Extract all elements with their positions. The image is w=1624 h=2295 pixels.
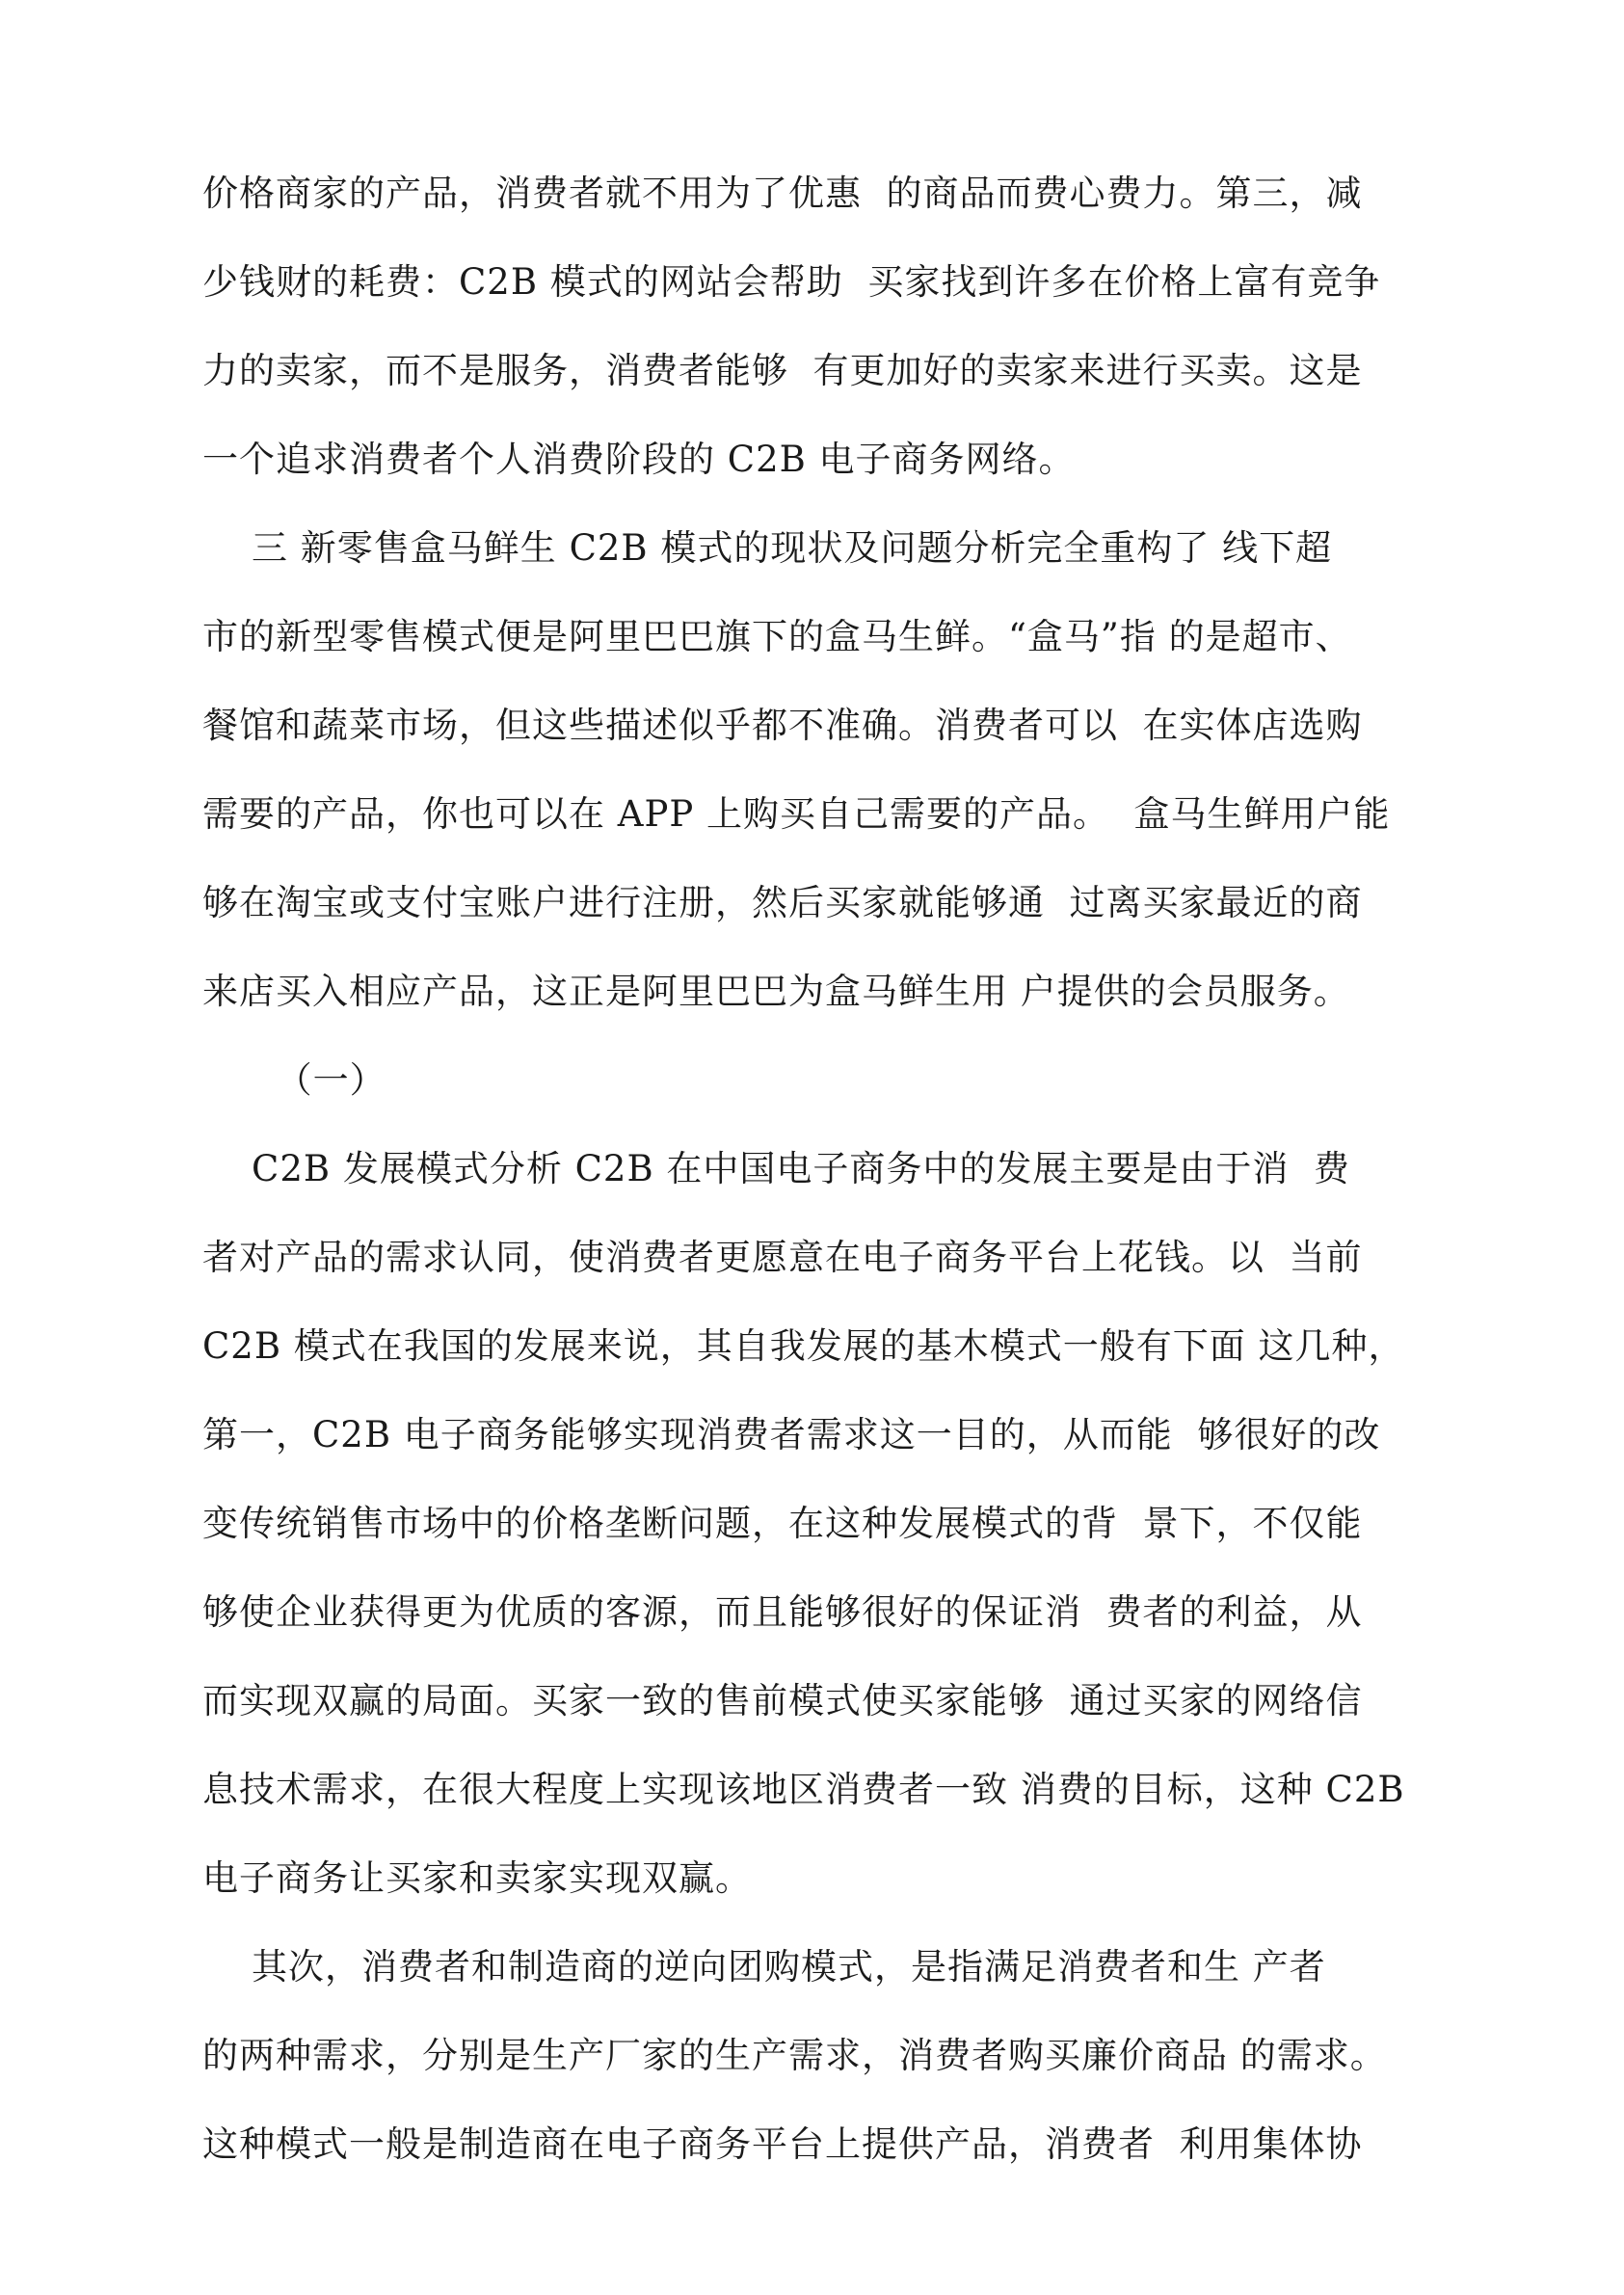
text-line: 来店买入相应产品，这正是阿里巴巴为盒马鲜生用 户提供的会员服务。 xyxy=(202,971,1350,1012)
text-line: 变传统销售市场中的价格垄断问题，在这种发展模式的背 景下，不仅能 xyxy=(202,1503,1363,1544)
text-line: 力的卖家，而不是服务，消费者能够 有更加好的卖家来进行买卖。这是 xyxy=(202,350,1363,391)
text-line: 价格商家的产品，消费者就不用为了优惠 的商品而费心费力。第三，减 xyxy=(202,173,1363,214)
text-line: 的两种需求，分别是生产厂家的生产需求，消费者购买廉价商品 的需求。 xyxy=(202,2035,1387,2076)
text-line: 息技术需求，在很大程度上实现该地区消费者一致 消费的目标，这种 C2B xyxy=(202,1769,1405,1810)
text-line: 一个追求消费者个人消费阶段的 C2B 电子商务网络。 xyxy=(202,439,1076,480)
text-line: 需要的产品，你也可以在 APP 上购买自己需要的产品。 盒马生鲜用户能 xyxy=(202,793,1391,835)
text-line: 而实现双赢的局面。买家一致的售前模式使买家能够 通过买家的网络信 xyxy=(202,1680,1363,1721)
text-line: 电子商务让买家和卖家实现双赢。 xyxy=(202,1857,752,1899)
text-line: 者对产品的需求认同，使消费者更愿意在电子商务平台上花钱。以 当前 xyxy=(202,1237,1363,1278)
text-line: 三 新零售盒马鲜生 C2B 模式的现状及问题分析完全重构了 线下超 xyxy=(202,527,1333,569)
section-marker: （一） xyxy=(202,1059,386,1101)
text-line: 第一，C2B 电子商务能够实现消费者需求这一目的，从而能 够很好的改 xyxy=(202,1414,1381,1455)
text-line: 少钱财的耗费：C2B 模式的网站会帮助 买家找到许多在价格上富有竞争 xyxy=(202,261,1381,303)
text-line: 够在淘宝或支付宝账户进行注册，然后买家就能够通 过离买家最近的商 xyxy=(202,882,1363,923)
text-line: 市的新型零售模式便是阿里巴巴旗下的盒马生鲜。“盒马”指 的是超市、 xyxy=(202,616,1352,657)
text-line: 餐馆和蔬菜市场，但这些描述似乎都不准确。消费者可以 在实体店选购 xyxy=(202,705,1363,746)
text-line: 其次，消费者和制造商的逆向团购模式，是指满足消费者和生 产者 xyxy=(202,1946,1326,1988)
text-line: 够使企业获得更为优质的客源，而且能够很好的保证消 费者的利益，从 xyxy=(202,1591,1363,1633)
text-line: C2B 发展模式分析 C2B 在中国电子商务中的发展主要是由于消 费 xyxy=(202,1148,1350,1189)
text-line: C2B 模式在我国的发展来说，其自我发展的基木模式一般有下面 这几种， xyxy=(202,1325,1405,1367)
text-line: 这种模式一般是制造商在电子商务平台上提供产品，消费者 利用集体协 xyxy=(202,2123,1363,2165)
